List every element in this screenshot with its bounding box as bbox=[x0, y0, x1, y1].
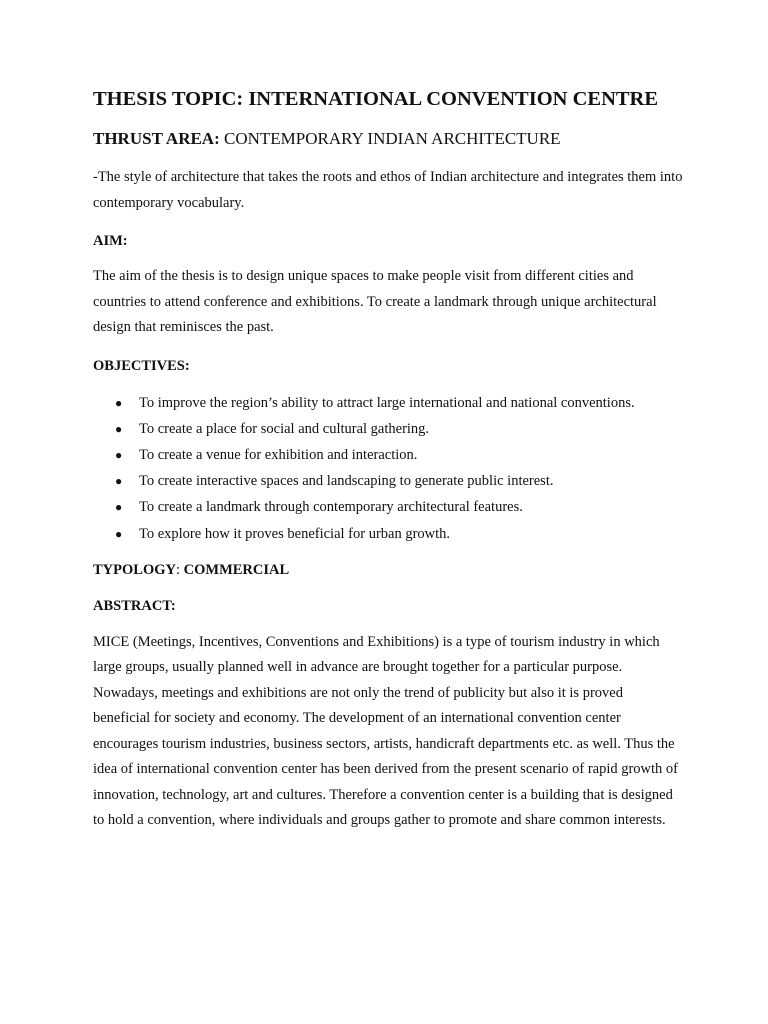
bullet-icon: ● bbox=[115, 421, 123, 436]
objective-item bbox=[93, 494, 683, 520]
thrust-area-label: THRUST AREA: bbox=[93, 129, 220, 148]
aim-heading: AIM: bbox=[93, 233, 128, 249]
bullet-icon: ● bbox=[115, 447, 123, 462]
typology-colon: : bbox=[175, 561, 184, 578]
objective-item bbox=[93, 416, 683, 442]
thrust-area-description: -The style of architecture that takes the roots and ethos of Indian architecture and integrates them into contemporary vocabulary. bbox=[93, 169, 683, 211]
bullet-icon: ● bbox=[115, 474, 123, 489]
bullet-icon: ● bbox=[115, 526, 123, 541]
objective-text: To create interactive spaces and landscaping to generate public interest. bbox=[139, 473, 554, 490]
abstract-text: MICE (Meetings, Incentives, Conventions and Exhibitions) is a type of tourism industry in which large groups, usually planned well in advance are brought together for a particular purpose. Nowadays, meetings and exhibitions are not only the trend of publicity but also it is proved beneficial for society and economy. The development of an international convention center encourages tourism industries, business sectors, artists, handicraft departments etc. as well. Thus the idea of international convention center has been derived from the present scenario of rapid growth of innovation, technology, art and cultures. Therefore a convention center is a building that is designed to hold a convention, where individuals and groups gather to promote and share common interests. bbox=[93, 633, 679, 829]
objectives-list bbox=[93, 390, 683, 547]
objective-text: To create a place for social and cultural gathering. bbox=[139, 420, 430, 437]
objective-item bbox=[93, 468, 683, 494]
objective-text: To create a venue for exhibition and interaction. bbox=[139, 446, 418, 463]
objectives-heading: OBJECTIVES: bbox=[93, 357, 190, 374]
thrust-area-value: CONTEMPORARY INDIAN ARCHITECTURE bbox=[219, 129, 561, 148]
objective-item bbox=[93, 390, 683, 416]
bullet-icon: ● bbox=[115, 395, 123, 410]
objective-item bbox=[93, 442, 683, 468]
document-content bbox=[93, 86, 683, 834]
thesis-title: THESIS TOPIC: INTERNATIONAL CONVENTION CENTRE bbox=[93, 88, 659, 110]
objective-text: To explore how it proves beneficial for urban growth. bbox=[139, 525, 451, 542]
objective-text: To improve the region’s ability to attract large international and national conventions. bbox=[139, 394, 635, 411]
typology-label: TYPOLOGY bbox=[93, 561, 176, 578]
typology-line bbox=[93, 559, 683, 581]
bullet-icon: ● bbox=[115, 500, 123, 515]
objective-item bbox=[93, 521, 683, 547]
typology-value: COMMERCIAL bbox=[183, 561, 290, 578]
objective-text: To create a landmark through contemporary architectural features. bbox=[139, 499, 523, 516]
aim-text: The aim of the thesis is to design unique spaces to make people visit from different cities and countries to attend conference and exhibitions. To create a landmark through unique architectural design that reminisces the past. bbox=[93, 268, 657, 335]
abstract-heading: ABSTRACT: bbox=[93, 597, 176, 614]
thrust-area-line bbox=[93, 128, 683, 150]
